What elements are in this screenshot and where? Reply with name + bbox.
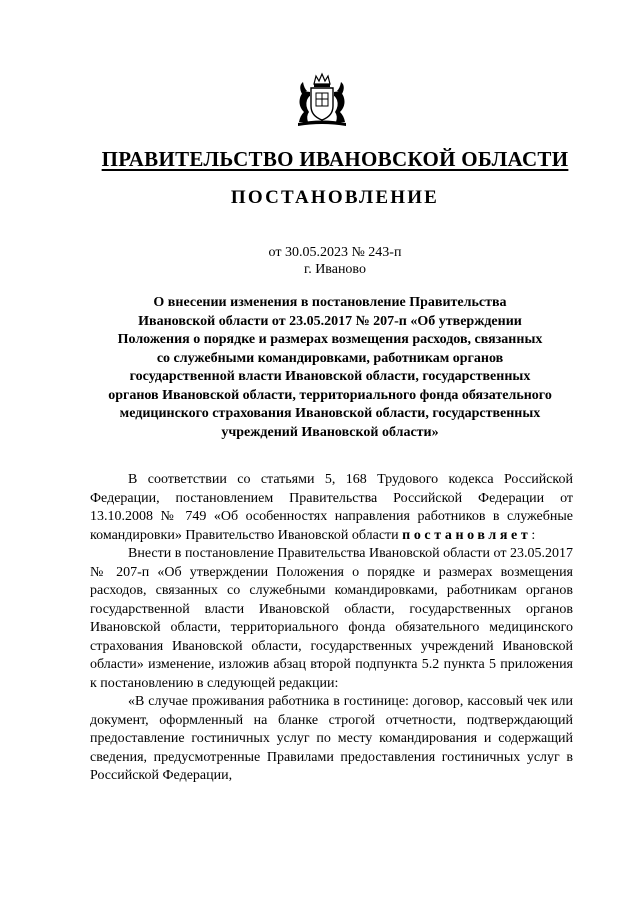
date-and-place [0, 244, 640, 278]
paragraph-amendment: Внести в постановление Правительства Ивановской области от 23.05.2017 № 207-п «Об утверждении Положения о порядке и размерах возмещения расходов, связанных со служебными командировками, работникам органов государственной власти Ивановской области, государственных органов Ивановской области, территориального фонда обязательного медицинского страхования Ивановской области, государственных учреждений Ивановской области» изменение, изложив абзац второй подпункта 5.2 пункта 5 приложения к постановлению в следующей редакции: [90, 546, 573, 691]
date-number: от 30.05.2023 № 243-п [268, 245, 402, 260]
heading-line: медицинского страхования Ивановской области, государственных [119, 406, 541, 421]
paragraph-preamble: В соответствии со статьями 5, 168 Трудового кодекса Российской Федерации, постановлением Правительства Российской Федерации от 13.10.2008 № 749 «Об особенностях направления работников в служебные командировки» Правительство Ивановской области постановляет: [90, 472, 573, 543]
ivanovo-coat-of-arms-icon [290, 72, 354, 130]
heading-line: О внесении изменения в постановление Правительства [153, 295, 507, 310]
heading-line: государственной власти Ивановской области, государственных [129, 369, 531, 384]
document-heading [90, 294, 570, 442]
city: г. Иваново [304, 262, 366, 277]
resolves-keyword: постановляет [402, 527, 532, 543]
heading-line: органов Ивановской области, территориального фонда обязательного [108, 387, 552, 403]
document-body [90, 471, 573, 786]
heading-line: Положения о порядке и размерах возмещения расходов, связанных [117, 332, 543, 347]
heading-line: учреждений Ивановской области» [221, 424, 439, 440]
document-type: ПОСТАНОВЛЕНИЕ [230, 187, 440, 208]
heading-line: со служебными командировками, работникам органов [156, 350, 504, 366]
paragraph-new-wording: «В случае проживания работника в гостинице: договор, кассовый чек или документ, оформленный на бланке строгой отчетности, подтверждающий предоставление гостиничных услуг по месту командирования и содержащий сведения, предусмотренные Правилами предоставления гостиничных услуг в Российской Федерации, [90, 694, 573, 783]
government-title: ПРАВИТЕЛЬСТВО ИВАНОВСКОЙ ОБЛАСТИ [101, 147, 569, 171]
heading-line: Ивановской области от 23.05.2017 № 207-п «Об утверждении [138, 313, 522, 329]
